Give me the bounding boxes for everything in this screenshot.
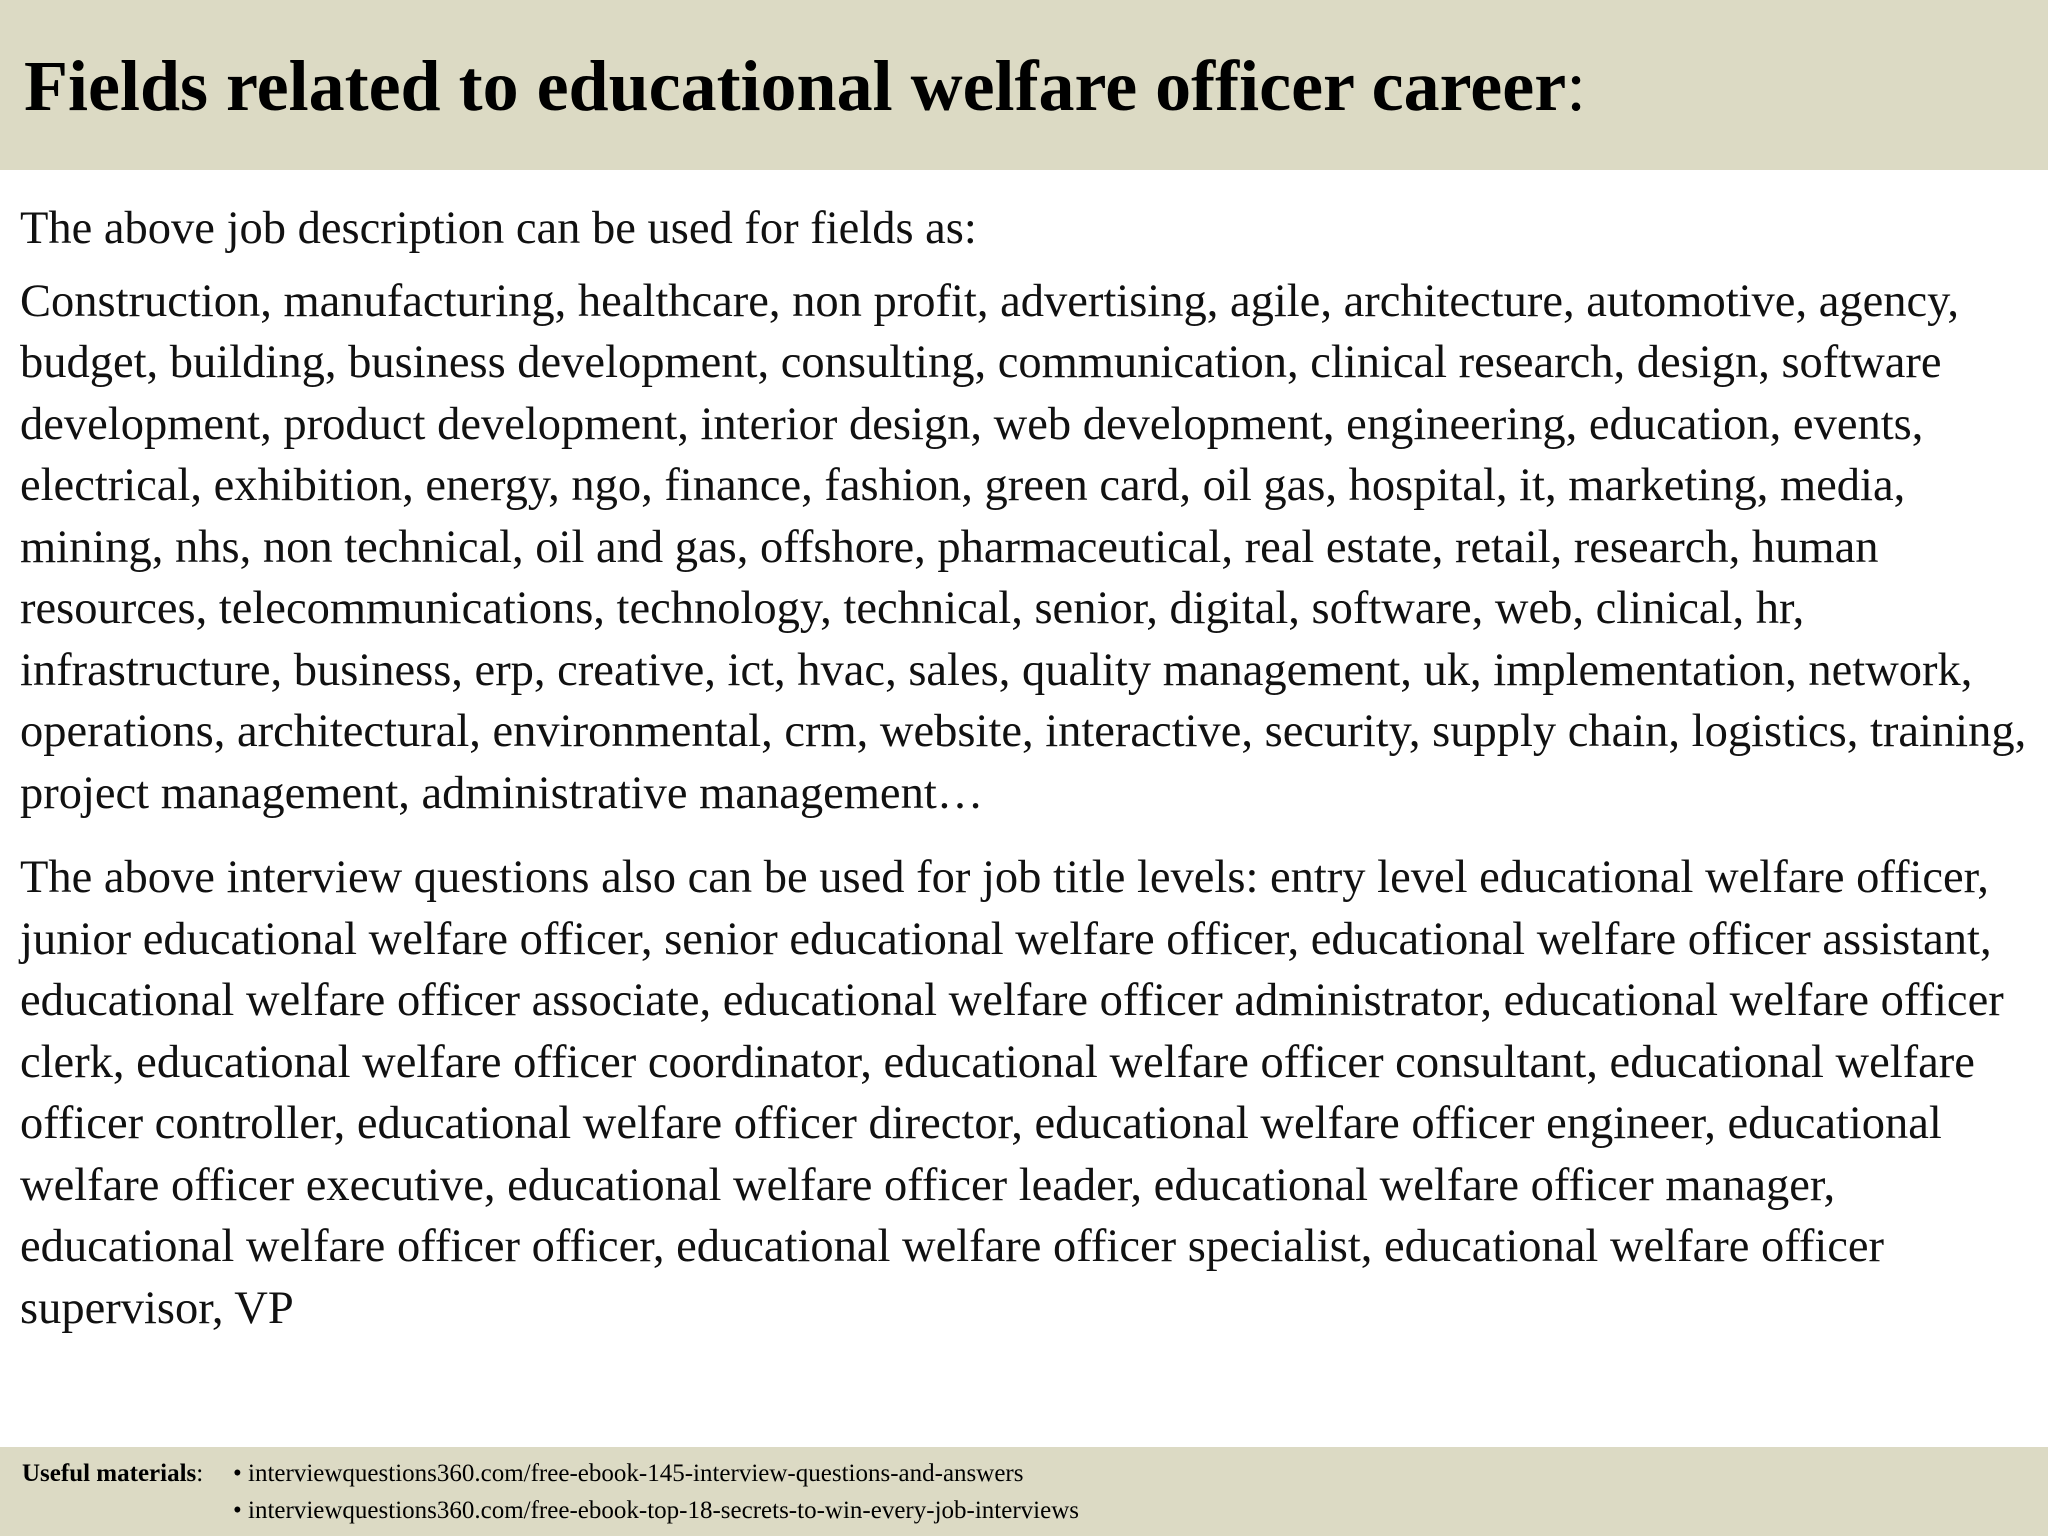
- footer-bar: [0, 1447, 2048, 1536]
- slide-title: [24, 38, 1586, 134]
- slide-title-text: Fields related to educational welfare officer career: [24, 46, 1567, 126]
- slide-body: [20, 198, 2035, 1339]
- intro-text: The above job description can be used for fields as:: [20, 203, 977, 254]
- title-bar: [0, 0, 2048, 170]
- useful-materials-label-text: Useful materials: [22, 1460, 197, 1487]
- useful-materials-links: [233, 1455, 1079, 1529]
- slide-title-colon: :: [1566, 46, 1587, 126]
- fields-list-text: Construction, manufacturing, healthcare, non profit, advertising, agile, architecture, automotive, agency, budget, building, business development, consulting, communication, clinical research, design, software development, product development, interior design, web development, engineering, education, events, electrical, exhibition, energy, ngo, finance, fashion, green card, oil gas, hospital, it, marketing, media, mining, nhs, non technical, oil and gas, offshore, pharmaceutical, real estate, retail, research, human resources, telecommunications, technology, technical, senior, digital, software, web, clinical, hr, infrastructure, business, erp, creative, ict, hvac, sales, quality management, uk, implementation, network, operations, architectural, environmental, crm, website, interactive, security, supply chain, logistics, training, project management, administrative management…: [20, 275, 2027, 819]
- useful-materials-label-suffix: :: [196, 1460, 204, 1487]
- useful-materials-label: [22, 1455, 203, 1492]
- useful-material-link: • interviewquestions360.com/free-ebook-145-interview-questions-and-answers: [233, 1455, 1079, 1492]
- useful-material-link: • interviewquestions360.com/free-ebook-top-18-secrets-to-win-every-job-interviews: [233, 1492, 1079, 1529]
- job-levels-text: The above interview questions also can be used for job title levels: entry level educational welfare officer, junior educational welfare officer, senior educational welfare officer, educational welfare officer assistant, educational welfare officer associate, educational welfare officer administrator, educational welfare officer clerk, educational welfare officer coordinator, educational welfare officer consultant, educational welfare officer controller, educational welfare officer director, educational welfare officer engineer, educational welfare officer executive, educational welfare officer leader, educational welfare officer manager, educational welfare officer officer, educational welfare officer specialist, educational welfare officer supervisor, VP: [20, 852, 2004, 1334]
